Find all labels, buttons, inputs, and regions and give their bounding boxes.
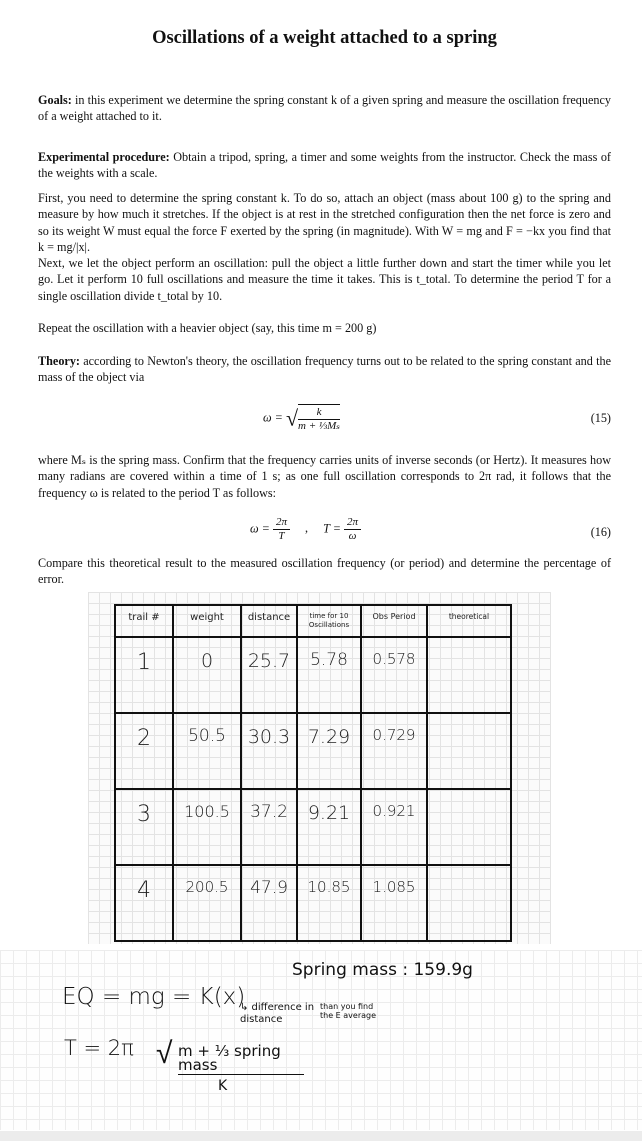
cell-period: 0.921 [361,789,427,865]
cell-theoretical [427,713,511,789]
table-row [115,713,511,789]
theory-paragraph [38,353,611,386]
cell-time: 10.85 [297,865,361,941]
cell-weight: 0 [173,637,241,713]
cell-time: 9.21 [297,789,361,865]
equation-15: ω = √ $\frac{k}{\text{m + ⅓Mₛ}}$ (15) [263,405,611,432]
eq15-denominator: m + ⅓Mₛ [298,420,341,432]
cell-theoretical [427,637,511,713]
eq16-lhs2: T = [323,521,341,536]
eq16-separator: , [305,521,309,536]
eq15-lhs: ω = [263,410,283,425]
eq15-numerator: k [298,406,340,420]
cell-time: 7.29 [297,713,361,789]
cell-distance: 47.9 [241,865,297,941]
cell-distance: 25.7 [241,637,297,713]
cell-trail: 2 [115,713,173,789]
eq16-den2: ω [348,530,357,542]
procedure-label: Experimental procedure: [38,150,170,164]
data-table [114,604,512,942]
goals-label: Goals: [38,93,72,107]
theory-paragraph-2: where Mₛ is the spring mass. Confirm that the frequency carries units of inverse seconds (or Hertz). It measures how many radians are covered within a time of 1 s; as one full oscillation corresponds to 2π rad, it follows that the frequency ω is related to the period T as follows: [38,453,611,500]
header-distance: distance [241,605,297,637]
procedure-paragraph [38,149,611,182]
cell-weight: 100.5 [173,789,241,865]
goals-text: in this experiment we determine the spring constant k of a given spring and measure the oscillation frequency of a weight attached to it. [38,93,611,124]
page-title: Oscillations of a weight attached to a spring [152,28,497,48]
equilibrium-equation: EQ = mg = K(x) [62,984,246,1010]
procedure-paragraph-4: Repeat the oscillation with a heavier object (say, this time m = 200 g) [38,321,377,335]
cell-theoretical [427,789,511,865]
cell-distance: 37.2 [241,789,297,865]
cell-weight: 200.5 [173,865,241,941]
handwritten-notes-area [0,950,642,1130]
procedure-text-1: Obtain a tripod, spring, a timer and some weights from the instructor. Check the mass of the weights with a scale. [38,150,611,181]
eq16-lhs1: ω = [250,521,270,536]
table-header-row [115,605,511,637]
period-formula-lhs: T = 2π [64,1036,134,1060]
theory-paragraph-3: Compare this theoretical result to the measured oscillation frequency (or period) and determine the percentage of error. [38,556,611,587]
difference-note: ↳ difference in distance [240,1002,315,1025]
cell-period: 0.729 [361,713,427,789]
eq16-num1: 2π [273,516,290,530]
average-note: than you find the E average [320,1002,377,1020]
cell-period: 1.085 [361,865,427,941]
cell-trail: 3 [115,789,173,865]
cell-trail: 4 [115,865,173,941]
header-trail: trail # [115,605,173,637]
goals-paragraph [38,92,611,125]
period-formula-numerator: m + ⅓ spring mass [178,1044,304,1075]
eq16-num2: 2π [344,516,361,530]
equation-16 [38,512,611,552]
header-weight: weight [173,605,241,637]
period-formula-denominator: K [218,1078,228,1094]
procedure-paragraph-2: First, you need to determine the spring constant k. To do so, attach an object (mass about 100 g) to the spring and measure by how much it stretches. If the object is at rest in the stretched configuration then the net force is zero and so its weight W must equal the force F exerted by the spring (in magnitude). With W = mg and F = −kx you find that k = mg/|x|. [38,191,611,254]
cell-time: 5.78 [297,637,361,713]
eq15-tag: (15) [590,411,611,425]
procedure-paragraph-3: Next, we let the object perform an oscillation: pull the object a little further down and start the timer while you let go. Let it perform 10 full oscillations and measure the time it takes. This is t_total. To determine the period T for a single oscillation divide t_total by 10. [38,256,611,303]
header-theoretical: theoretical [427,605,511,637]
cell-trail: 1 [115,637,173,713]
theory-label: Theory: [38,354,80,368]
table-row [115,789,511,865]
cell-distance: 30.3 [241,713,297,789]
cell-period: 0.578 [361,637,427,713]
spring-mass-note: Spring mass : 159.9g [292,960,473,980]
header-time: time for 10 Oscillations [297,605,361,637]
table-row [115,865,511,941]
table-row [115,637,511,713]
header-period: Obs Period [361,605,427,637]
eq16-den1: T [278,530,285,542]
cell-theoretical [427,865,511,941]
theory-text: according to Newton's theory, the oscillation frequency turns out to be related to the spring constant and the mass of the object via [38,354,611,385]
bottom-bar [0,1131,642,1141]
radical-sign-icon: √ [156,1036,173,1071]
eq16-tag: (16) [590,525,611,539]
cell-weight: 50.5 [173,713,241,789]
